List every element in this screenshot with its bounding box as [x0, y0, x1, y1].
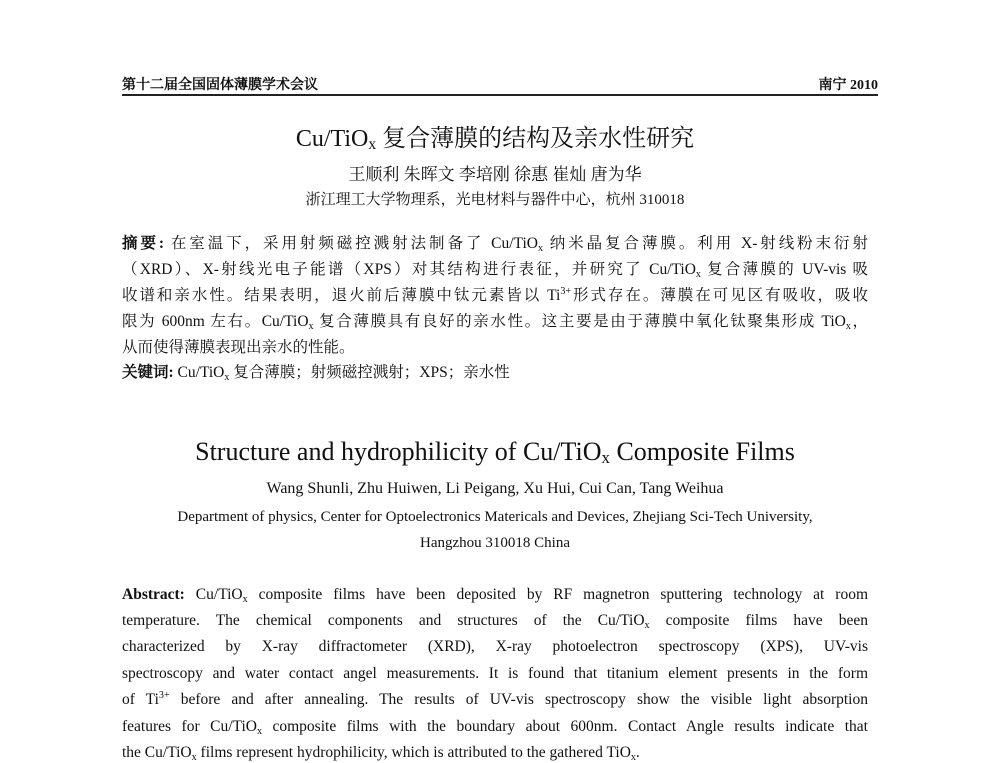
subscript: x: [256, 726, 262, 737]
text-run: 复合薄膜的 UV-vis 吸: [700, 261, 868, 278]
text-run: Cu/TiO: [177, 364, 225, 381]
text-run: Composite Films: [609, 437, 795, 466]
text-run: 复合薄膜；射频磁控溅射；XPS；亲水性: [229, 364, 510, 381]
en-authors: Wang Shunli, Zhu Huiwen, Li Peigang, Xu Hui, Cui Can, Tang Weihua: [266, 480, 724, 497]
text-run: 收谱和亲水性。结果表明，退火前后薄膜中钛元素皆以 Ti: [122, 287, 561, 304]
subscript: x: [630, 752, 636, 763]
subscript: x: [695, 269, 701, 280]
en-abstract-line: [122, 638, 868, 656]
cn-abstract-line: [122, 283, 868, 305]
superscript: 3+: [158, 690, 170, 701]
text-run: composite films have been: [649, 612, 868, 629]
cn-authors: 王顺利 朱晖文 李培刚 徐惠 崔灿 唐为华: [348, 165, 642, 184]
en-abstract-line: [122, 612, 868, 630]
cn-abstract-line: [122, 257, 868, 279]
subscript: x: [191, 752, 197, 763]
running-header: [122, 72, 878, 96]
text-run: the Cu/TiO: [122, 744, 192, 761]
text-run: characterized by X-ray diffractometer (XRD), X-ray photoelectron spectroscopy (XPS), UV-vis: [122, 638, 868, 655]
cn-affiliation: 浙江理工大学物理系，光电材料与器件中心，杭州 310018: [305, 192, 685, 208]
conference-name: 第十二届全国固体薄膜学术会议: [122, 78, 318, 93]
text-run: ，: [850, 313, 868, 330]
bold-label: 摘要:: [122, 235, 171, 252]
text-run: 形式存在。薄膜在可见区有吸收，吸收: [571, 287, 868, 304]
text-run: temperature. The chemical components and structures of the Cu/TiO: [122, 612, 645, 629]
cn-keywords: [122, 360, 868, 382]
text-run: spectroscopy and water contact angel measurements. It is found that titanium element presents in the form: [122, 665, 868, 682]
text-run: before and after annealing. The results of UV-vis spectroscopy show the visible light absorption: [169, 691, 868, 708]
en-abstract-line: [122, 744, 868, 762]
bold-label: 关键词:: [122, 364, 178, 381]
en-affiliation-city: Hangzhou 310018 China: [420, 535, 570, 551]
text-run: .: [635, 744, 640, 761]
subscript: x: [308, 321, 314, 332]
text-run: Cu/TiO: [295, 126, 369, 152]
en-abstract-line: [122, 691, 868, 709]
en-abstract-line: [122, 665, 868, 683]
subscript: x: [537, 243, 543, 254]
en-affiliation: Department of physics, Center for Optoelectronics Matericals and Devices, Zhejiang Sci-Tech University,: [177, 509, 813, 525]
cn-abstract-line: [122, 309, 868, 331]
text-run: 在室温下，采用射频磁控溅射法制备了 Cu/TiO: [170, 235, 538, 252]
text-run: composite films have been deposited by RF magnetron sputtering technology at room: [247, 586, 868, 603]
text-run: 复合薄膜具有良好的亲水性。这主要是由于薄膜中氧化钛聚集形成 TiO: [313, 313, 846, 330]
text-run: Cu/TiO: [195, 586, 243, 603]
text-run: features for Cu/TiO: [122, 718, 257, 735]
text-run: Structure and hydrophilicity of Cu/TiO: [195, 437, 602, 466]
subscript: x: [224, 372, 230, 383]
location-year: 南宁 2010: [818, 78, 878, 93]
text-run: 纳米晶复合薄膜。利用 X-射线粉末衍射: [542, 235, 868, 252]
cn-title: [122, 118, 868, 153]
subscript: x: [368, 136, 377, 153]
subscript: x: [845, 321, 851, 332]
text-run: films represent hydrophilicity, which is attributed to the gathered TiO: [196, 744, 631, 761]
text-run: （XRD）、X-射线光电子能谱（XPS）对其结构进行表征，并研究了 Cu/TiO: [122, 261, 696, 278]
text-run: 复合薄膜的结构及亲水性研究: [376, 126, 695, 152]
cn-abstract-line: [122, 231, 868, 253]
cn-abstract-line: [122, 335, 868, 357]
text-run: composite films with the boundary about 600nm. Contact Angle results indicate that: [261, 718, 868, 735]
en-title: [122, 437, 868, 467]
en-abstract-line: [122, 586, 868, 604]
subscript: x: [601, 448, 610, 467]
bold-label: Abstract:: [122, 586, 196, 603]
subscript: x: [644, 620, 650, 631]
subscript: x: [242, 594, 248, 605]
text-run: 从而使得薄膜表现出亲水的性能。: [122, 339, 355, 356]
text-run: 限为 600nm 左右。Cu/TiO: [122, 313, 309, 330]
text-run: of Ti: [122, 691, 159, 708]
superscript: 3+: [560, 286, 572, 297]
en-abstract-line: [122, 718, 868, 736]
